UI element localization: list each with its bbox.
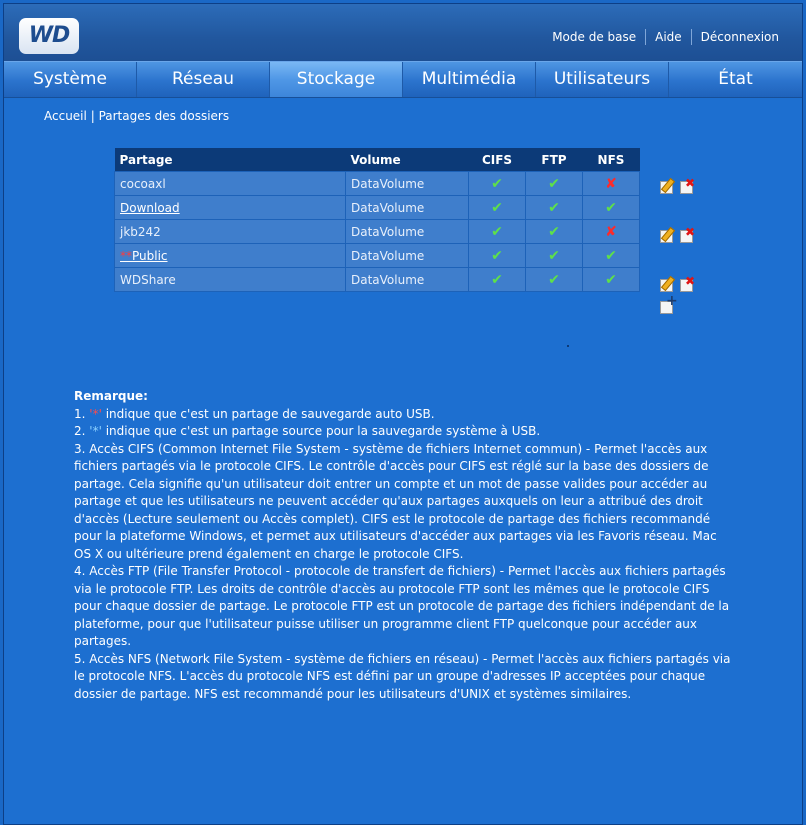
share-link-download[interactable]: Download <box>120 200 180 215</box>
item-number: 3. <box>74 441 86 456</box>
breadcrumb-current: Partages des dossiers <box>98 109 230 123</box>
nfs-status <box>583 244 640 268</box>
breadcrumb <box>44 109 229 123</box>
share-volume: DataVolume <box>346 268 469 292</box>
check-icon: ✔ <box>548 199 560 216</box>
col-cifs: CIFS <box>469 148 526 172</box>
item-text: indique que c'est un partage source pour la sauvegarde système à USB. <box>101 424 541 438</box>
table-row <box>115 196 640 220</box>
ftp-status <box>526 244 583 268</box>
share-link-public[interactable] <box>120 249 168 263</box>
nfs-status <box>583 172 640 196</box>
col-ftp: FTP <box>526 148 583 172</box>
share-label: Public <box>132 248 168 263</box>
item-text: indique que c'est un partage de sauvegarde auto USB. <box>101 406 435 421</box>
source-marker: '*' <box>89 424 102 438</box>
header <box>4 4 802 61</box>
tab-multimedia[interactable]: Multimédia <box>403 62 536 97</box>
backup-marker: ** <box>120 248 132 263</box>
breadcrumb-separator: | <box>90 109 95 123</box>
basic-mode-link[interactable]: Mode de base <box>552 30 637 44</box>
share-name: cocoaxl <box>115 172 346 196</box>
check-icon: ✔ <box>605 199 617 216</box>
remark-section <box>74 388 734 703</box>
tab-systeme[interactable]: Système <box>4 62 137 97</box>
check-icon: ✔ <box>548 223 560 240</box>
item-number: 2. <box>74 424 86 438</box>
remark-list <box>74 406 734 704</box>
check-icon: ✔ <box>548 175 560 192</box>
tab-reseau[interactable]: Réseau <box>137 62 270 97</box>
nfs-status <box>583 196 640 220</box>
ftp-status <box>526 196 583 220</box>
col-partage: Partage <box>115 148 346 172</box>
shares-table <box>114 148 640 292</box>
cross-icon: ✘ <box>605 175 617 192</box>
check-icon: ✔ <box>491 223 503 240</box>
table-row <box>115 220 640 244</box>
remark-title: Remarque: <box>74 389 148 403</box>
backup-marker: '*' <box>89 406 102 421</box>
ftp-status <box>526 220 583 244</box>
app-frame <box>3 3 803 825</box>
check-icon: ✔ <box>605 247 617 264</box>
cross-icon: ✘ <box>605 223 617 240</box>
delete-icon[interactable] <box>680 228 696 242</box>
cifs-status <box>469 172 526 196</box>
list-item <box>74 406 734 424</box>
list-item <box>74 563 734 651</box>
delete-icon[interactable] <box>680 179 696 193</box>
check-icon: ✔ <box>605 271 617 288</box>
col-volume: Volume <box>346 148 469 172</box>
item-number: 4. <box>74 564 86 578</box>
share-name: jkb242 <box>115 220 346 244</box>
item-text: Accès NFS (Network File System - système de fichiers en réseau) - Permet l'accès aux fichiers partagés via le protocole NFS. L'accès du protocole NFS est défini par un groupe d'adresses IP acceptées pour chaque dossier de partage. NFS est recommandé pour les utilisateurs d'UNIX et systèmes similaires. <box>74 651 731 701</box>
edit-icon[interactable] <box>660 228 676 242</box>
list-item <box>74 651 734 704</box>
ftp-status <box>526 172 583 196</box>
delete-icon[interactable] <box>680 277 696 291</box>
decorative-dot <box>567 345 569 347</box>
item-text: Accès CIFS (Common Internet File System - système de fichiers Internet commun) - Permet l'accès aux fichiers partagés via le protocole CIFS. Le contrôle d'accès pour CIFS est réglé sur la base des dossiers de partage. Cela signifie qu'un utilisateur doit entrer un compte et un mot de passe valides pour accéder au partage et que les utilisateurs ne peuvent accéder qu'aux partages auxquels on leur a attribué des droit d'accès (Lecture seulement ou Accès complet). CIFS est le protocole de partage des fichiers recommandé pour la plateforme Windows, et permet aux utilisateurs d'accéder aux partages via les Favoris réseau. Mac OS X ou ultérieure prend également en charge le protocole CIFS. <box>74 441 717 561</box>
table-header-row <box>115 148 640 172</box>
main-nav <box>4 61 802 98</box>
check-icon: ✔ <box>548 271 560 288</box>
share-volume: DataVolume <box>346 220 469 244</box>
cifs-status <box>469 244 526 268</box>
ftp-status <box>526 268 583 292</box>
table-row <box>115 268 640 292</box>
item-number: 5. <box>74 651 86 666</box>
cifs-status <box>469 196 526 220</box>
nfs-status <box>583 268 640 292</box>
list-item <box>74 423 734 441</box>
col-nfs: NFS <box>583 148 640 172</box>
nfs-status <box>583 220 640 244</box>
cifs-status <box>469 268 526 292</box>
top-links <box>543 29 788 45</box>
list-item <box>74 441 734 564</box>
share-volume: DataVolume <box>346 172 469 196</box>
check-icon: ✔ <box>491 199 503 216</box>
check-icon: ✔ <box>491 271 503 288</box>
item-text: Accès FTP (File Transfer Protocol - protocole de transfert de fichiers) - Permet l'accès aux fichiers partagés via le protocole FTP. Les droits de contrôle d'accès au protocole FTP sont les mêmes que le protocole CIFS pour chaque dossier de partage. Le protocole FTP est un protocole de partage des fichiers indépendant de la plateforme, pour que l'utilisateur puisse utiliser un programme client FTP quelconque pour accéder aux partages. <box>74 564 730 648</box>
share-volume: DataVolume <box>346 196 469 220</box>
edit-icon[interactable] <box>660 277 676 291</box>
add-share-action <box>660 298 680 317</box>
tab-stockage[interactable]: Stockage <box>270 62 403 97</box>
check-icon: ✔ <box>548 247 560 264</box>
logout-link[interactable]: Déconnexion <box>700 30 779 44</box>
row-actions-cocoaxl <box>660 178 700 197</box>
table-row <box>115 172 640 196</box>
tab-etat[interactable]: État <box>718 69 753 89</box>
check-icon: ✔ <box>491 175 503 192</box>
share-volume: DataVolume <box>346 244 469 268</box>
check-icon: ✔ <box>491 247 503 264</box>
cifs-status <box>469 220 526 244</box>
edit-icon[interactable] <box>660 179 676 193</box>
share-name: WDShare <box>115 268 346 292</box>
breadcrumb-home[interactable]: Accueil <box>44 109 87 123</box>
share-name <box>115 196 346 220</box>
tab-utilisateurs[interactable]: Utilisateurs <box>536 62 669 97</box>
share-name <box>115 244 346 268</box>
table-row <box>115 244 640 268</box>
row-actions-jkb242 <box>660 227 700 246</box>
wd-logo: WD <box>19 18 79 54</box>
add-share-icon[interactable] <box>660 299 676 313</box>
help-link[interactable]: Aide <box>655 30 682 44</box>
item-number: 1. <box>74 406 86 421</box>
